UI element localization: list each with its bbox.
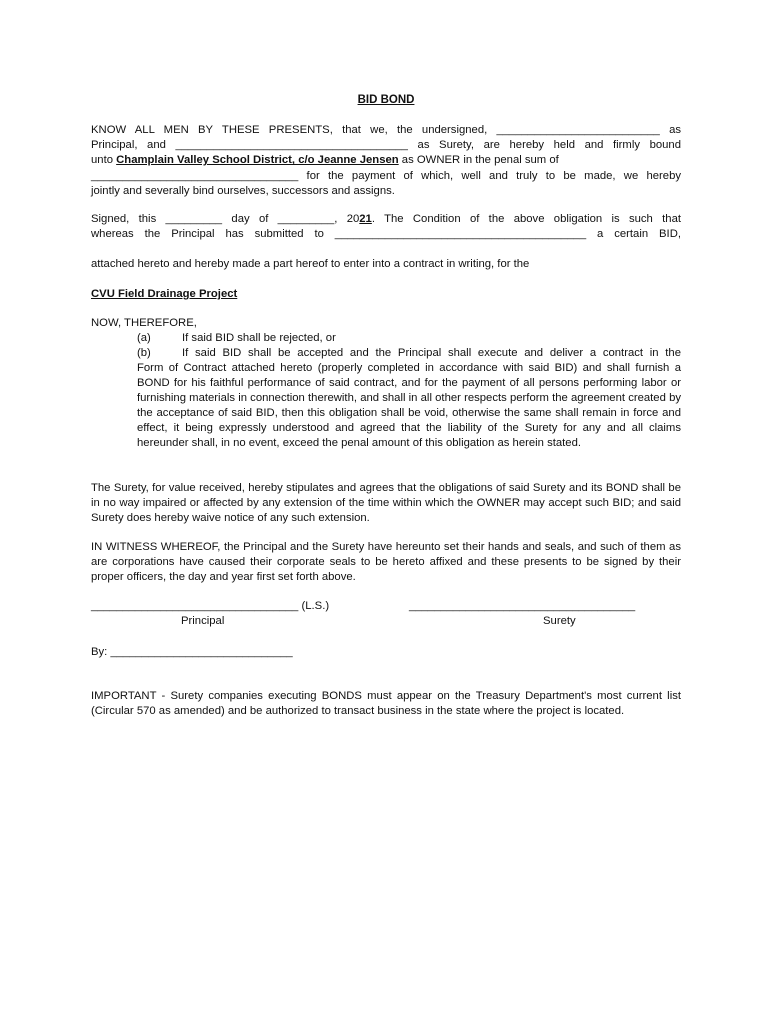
condition-a-label: (a) (137, 332, 151, 344)
surety-paragraph: The Surety, for value received, hereby stipulates and agrees that the obligations of said Surety and its BOND shall be in no way impaired or affected by any extension of the time within which the OWNER may accept such BID; and said Surety does hereby waive notice of any such extension. (91, 482, 681, 525)
condition-b-first-line: If said BID shall be accepted and the Principal shall execute and deliver a contract in the (182, 347, 681, 359)
project-name: CVU Field Drainage Project (91, 288, 238, 300)
parties-line-1: KNOW ALL MEN BY THESE PRESENTS, that we, the undersigned, __________________________ as (91, 124, 681, 136)
document-title: BID BOND (357, 94, 415, 106)
parties-line-3: unto Champlain Valley School District, c/o Jeanne Jensen as OWNER in the penal sum of (91, 154, 559, 167)
principal-label: Principal (181, 615, 225, 627)
condition-b-label: (b) (137, 347, 151, 359)
project-line (91, 287, 681, 302)
parties-line-5: jointly and severally bind ourselves, successors and assigns. (91, 184, 395, 197)
condition-a-text: If said BID shall be rejected, or (182, 332, 336, 344)
now-therefore-label: NOW, THEREFORE, (91, 317, 197, 329)
signed-line-1: Signed, this _________ day of _________, 2021. The Condition of the above obligation is such that (91, 213, 682, 225)
by-signature-line[interactable]: By: _____________________________ (91, 646, 293, 658)
parties-line-2: Principal, and _____________________________________ as Surety, are hereby held and firmly bound (91, 139, 681, 152)
surety-label: Surety (543, 615, 576, 627)
principal-signature-line[interactable]: _________________________________ (L.S.) (91, 600, 330, 612)
surety-signature-line[interactable]: ____________________________________ (409, 600, 636, 612)
signed-line-2: whereas the Principal has submitted to ________________________________________ a certain BID, (91, 228, 681, 241)
year-value: 21 (359, 213, 372, 225)
owner-name: Champlain Valley School District, c/o Jeanne Jensen (116, 154, 399, 167)
important-note: IMPORTANT - Surety companies executing BONDS must appear on the Treasury Department's most current list (Circular 570 as amended) and be authorized to transact business in the state where the project is located. (91, 690, 681, 718)
condition-b-text: Form of Contract attached hereto (properly completed in accordance with said BID) and shall furnish a BOND for his faithful performance of said contract, and for the payment of all persons performing labor or furnishing materials in connection therewith, and shall in all other respects perform the agreement created by the acceptance of said BID, then this obligation shall be void, otherwise the same shall remain in force and effect, it being expressly understood and agreed that the liability of the Surety for any and all claims hereunder shall, in no event, exceed the penal amount of this obligation as herein stated. (137, 362, 681, 449)
attached-paragraph: attached hereto and hereby made a part hereof to enter into a contract in writing, for the (91, 258, 530, 270)
signed-paragraph (91, 212, 681, 242)
parties-paragraph (91, 123, 681, 199)
parties-line-4: _________________________________ for the payment of which, well and truly to be made, we hereby (91, 169, 681, 182)
witness-paragraph: IN WITNESS WHEREOF, the Principal and the Surety have hereunto set their hands and seals, and such of them as are corporations have caused their corporate seals to be hereto affixed and these presents to be signed by their proper officers, the day and year first set forth above. (91, 541, 681, 584)
